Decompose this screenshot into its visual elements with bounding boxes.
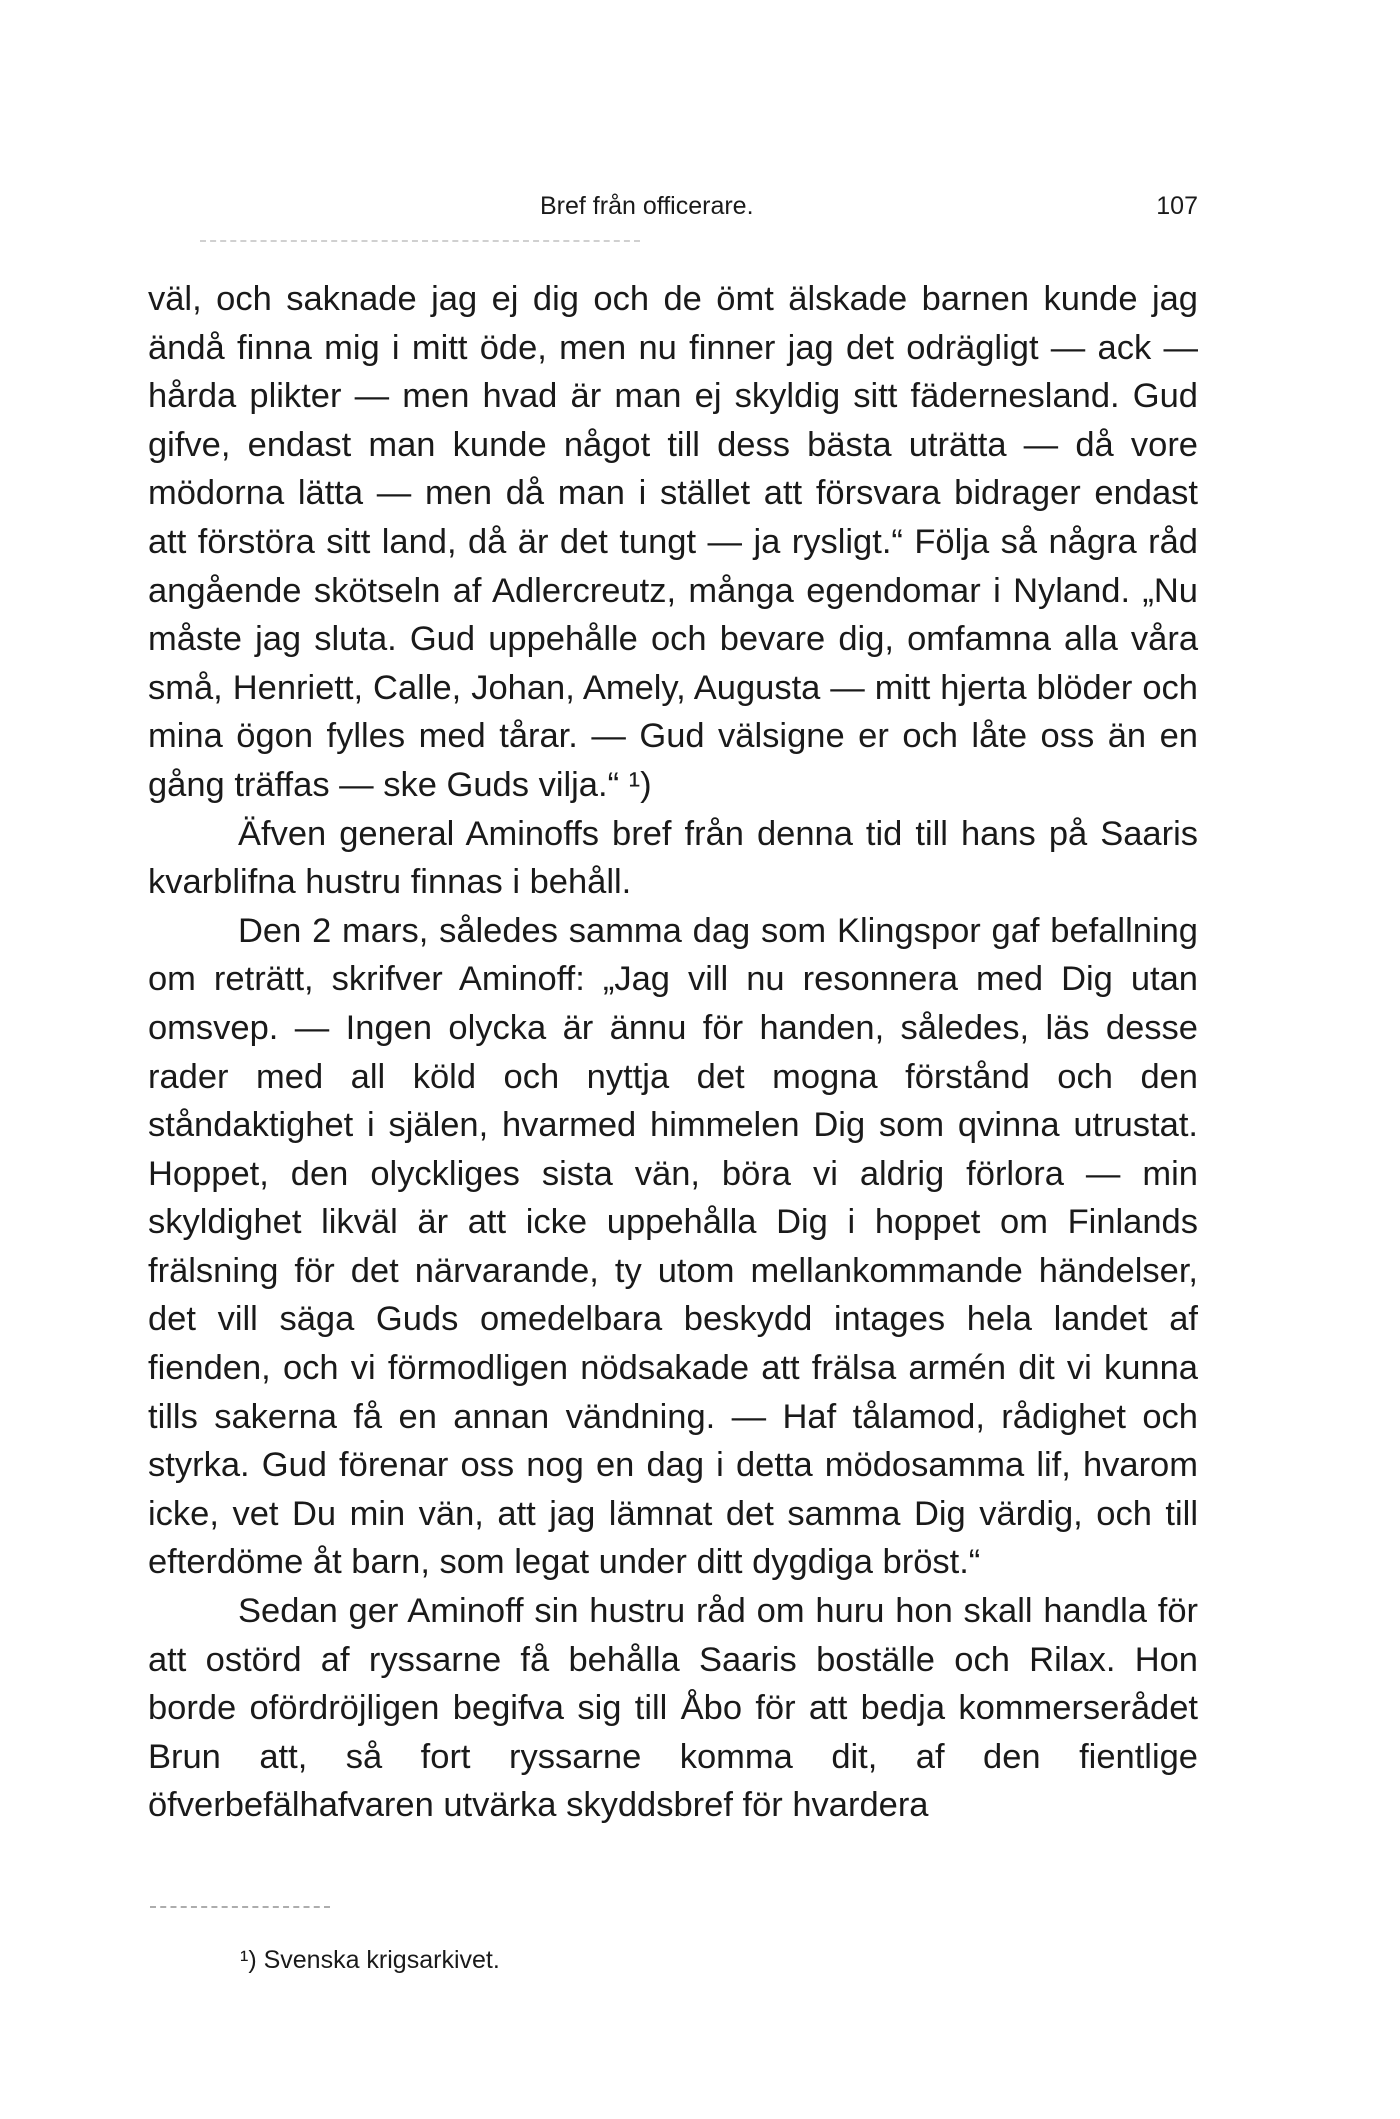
main-text bbox=[148, 275, 1198, 1830]
running-head bbox=[148, 192, 1198, 228]
footnote: ¹) Svenska krigsarkivet. bbox=[240, 1946, 500, 1974]
paragraph-advice: Sedan ger Aminoff sin hustru råd om huru hon skall handla för att ostörd af ryssarne få behålla Saaris boställe och Rilax. Hon borde ofördröjligen begifva sig till Åbo för att bedja kommerserådet Brun att, så fort ryssarne komma dit, af den fientlige öfverbefälhafvaren utvärka skyddsbref för hvardera bbox=[148, 1592, 1198, 1825]
header-divider bbox=[200, 240, 640, 242]
paragraph-aminoff-letters: Äfven general Aminoffs bref från denna tid till hans på Saaris kvarblifna hustru finnas i behåll. bbox=[148, 814, 1198, 902]
footnote-divider bbox=[150, 1906, 330, 1908]
paragraph-letter-continuation: väl, och saknade jag ej dig och de ömt älskade barnen kunde jag ändå finna mig i mitt öde, men nu finner jag det odrägligt — ack — hårda plikter — men hvad är man ej skyldig sitt fädernesland. Gud gifve, endast man kunde något till dess bästa uträtta — då vore mödorna lätta — men då man i stället att försvara bidrager endast att förstöra sitt land, då är det tungt — ja rysligt.“ Följa så några råd angående skötseln af Adlercreutz, många egendomar i Nyland. „Nu måste jag sluta. Gud uppehålle och bevare dig, omfamna alla våra små, Henriett, Calle, Johan, Amely, Augusta — mitt hjerta blöder och mina ögon fylles med tårar. — Gud välsigne er och låte oss än en gång träffas — ske Guds vilja.“ ¹) bbox=[148, 280, 1198, 804]
paragraph-march-letter: Den 2 mars, således samma dag som Klingspor gaf befallning om reträtt, skrifver Aminoff: „Jag vill nu resonnera med Dig utan omsvep. — Ingen olycka är ännu för handen, således, läs desse rader med all köld och nyttja det mogna förstånd och den ståndaktighet i själen, hvarmed himmelen Dig som qvinna utrustat. Hoppet, den olyckliges sista vän, böra vi aldrig förlora — min skyldighet likväl är att icke uppehålla Dig i hoppet om Finlands frälsning för det närvarande, ty utom mellankommande händelser, det vill säga Guds omedelbara beskydd intages hela landet af fienden, och vi förmodligen nödsakade att frälsa armén dit vi kunna tills sakerna få en annan vändning. — Haf tålamod, rådighet och styrka. Gud förenar oss nog en dag i detta mödosamma lif, hvarom icke, vet Du min vän, att jag lämnat det samma Dig värdig, och till efterdöme åt barn, som legat under ditt dygdiga bröst.“ bbox=[148, 911, 1198, 1582]
page-number: 107 bbox=[1156, 192, 1198, 220]
running-title: Bref från officerare. bbox=[540, 192, 754, 220]
